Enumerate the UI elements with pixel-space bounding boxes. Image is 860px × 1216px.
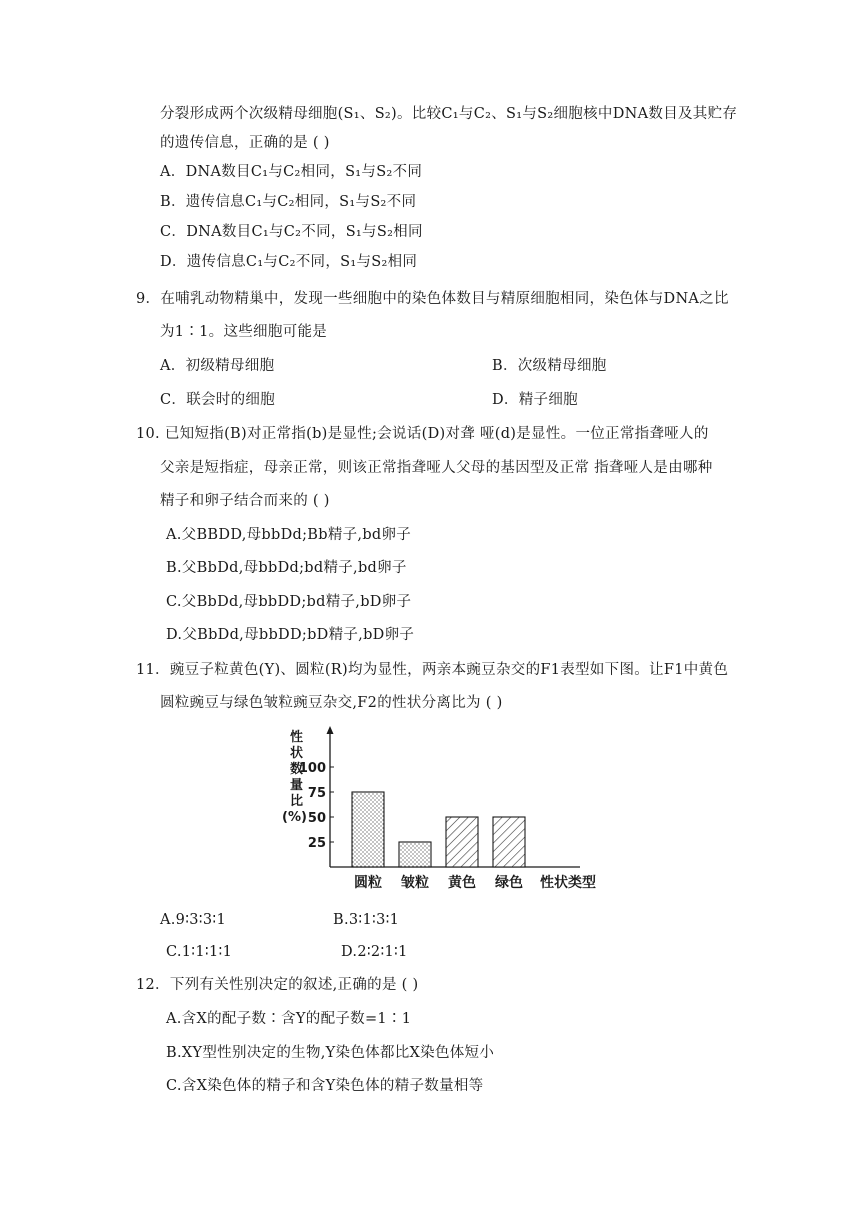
q12-option-b: B.XY型性别决定的生物,Y染色体都比X染色体短小	[166, 1045, 495, 1061]
y-axis-label-char: 比	[290, 794, 304, 809]
q11-option-d: D.2∶2∶1∶1	[341, 944, 408, 960]
y-tick-label: 25	[307, 836, 326, 851]
x-category-label: 皱粒	[401, 875, 429, 891]
x-category-label: 圆粒	[354, 875, 382, 891]
q11-option-c: C.1∶1∶1∶1	[166, 944, 233, 960]
q8-option-a: A．DNA数目C₁与C₂相同，S₁与S₂不同	[160, 164, 423, 180]
q9-option-b: B．次级精母细胞	[492, 358, 607, 374]
q8-option-b: B．遗传信息C₁与C₂相同，S₁与S₂不同	[160, 194, 417, 210]
q11-option-b: B.3∶1∶3∶1	[333, 912, 400, 928]
q9-option-c: C．联会时的细胞	[160, 392, 275, 408]
q10-option-c: C.父BbDd,母bbDD;bd精子,bD卵子	[166, 594, 412, 610]
y-axis-label-char: 量	[290, 778, 304, 793]
q9-option-a: A．初级精母细胞	[160, 358, 275, 374]
y-tick-label: 100	[298, 761, 326, 776]
q12-stem: 12．下列有关性别决定的叙述,正确的是 ( )	[136, 977, 419, 993]
x-category-label: 绿色	[495, 875, 523, 891]
q12-option-c: C.含X染色体的精子和含Y染色体的精子数量相等	[166, 1078, 484, 1094]
y-axis-arrow	[327, 726, 334, 734]
bar-chart	[280, 725, 610, 900]
q10-option-d: D.父BbDd,母bbDD;bD精子,bD卵子	[166, 627, 415, 643]
q12-option-a: A.含X的配子数∶含Y的配子数=1∶1	[166, 1011, 412, 1027]
y-axis-label-char: (%)	[282, 810, 307, 825]
q8-stem-line2: 的遗传信息，正确的是 ( )	[160, 135, 330, 151]
y-axis-label	[282, 729, 307, 825]
q11-option-a: A.9∶3∶3∶1	[160, 912, 227, 928]
y-axis-label-char: 数	[290, 762, 304, 777]
y-tick-label: 50	[307, 811, 326, 826]
x-category-label: 黄色	[448, 875, 476, 891]
q8-option-d: D．遗传信息C₁与C₂不同，S₁与S₂相同	[160, 254, 418, 270]
q10-stem-line3: 精子和卵子结合而来的 ( )	[160, 493, 330, 509]
bar-1	[352, 792, 384, 867]
bar-2	[399, 842, 431, 867]
q8-option-c: C．DNA数目C₁与C₂不同，S₁与S₂相同	[160, 224, 423, 240]
bar-3	[446, 817, 478, 867]
q8-stem-line1: 分裂形成两个次级精母细胞(S₁、S₂)。比较C₁与C₂、S₁与S₂细胞核中DNA数目及其贮存	[160, 106, 738, 122]
y-tick-label: 75	[307, 786, 326, 801]
q10-option-b: B.父BbDd,母bbDd;bd精子,bd卵子	[166, 560, 407, 576]
q10-stem-line2: 父亲是短指症，母亲正常，则该正常指聋哑人父母的基因型及正常 指聋哑人是由哪种	[160, 460, 713, 476]
y-axis-label-char: 性	[290, 730, 304, 745]
bar-4	[493, 817, 525, 867]
q9-option-d: D．精子细胞	[492, 392, 578, 408]
q10-option-a: A.父BBDD,母bbDd;Bb精子,bd卵子	[166, 527, 412, 543]
x-axis-label: 性状类型	[540, 875, 596, 891]
y-axis-label-char: 状	[290, 746, 304, 761]
q11-stem-line2: 圆粒豌豆与绿色皱粒豌豆杂交,F2的性状分离比为 ( )	[160, 695, 503, 711]
q10-stem-line1: 10. 已知短指(B)对正常指(b)是显性;会说话(D)对聋 哑(d)是显性。一位正常指聋哑人的	[136, 426, 709, 442]
q9-stem-line1: 9．在哺乳动物精巢中，发现一些细胞中的染色体数目与精原细胞相同，染色体与DNA之比	[136, 291, 729, 307]
q11-stem-line1: 11．豌豆子粒黄色(Y)、圆粒(R)均为显性，两亲本豌豆杂交的F1表型如下图。让F1中黄色	[136, 662, 729, 678]
q9-stem-line2: 为1∶1。这些细胞可能是	[160, 324, 328, 340]
